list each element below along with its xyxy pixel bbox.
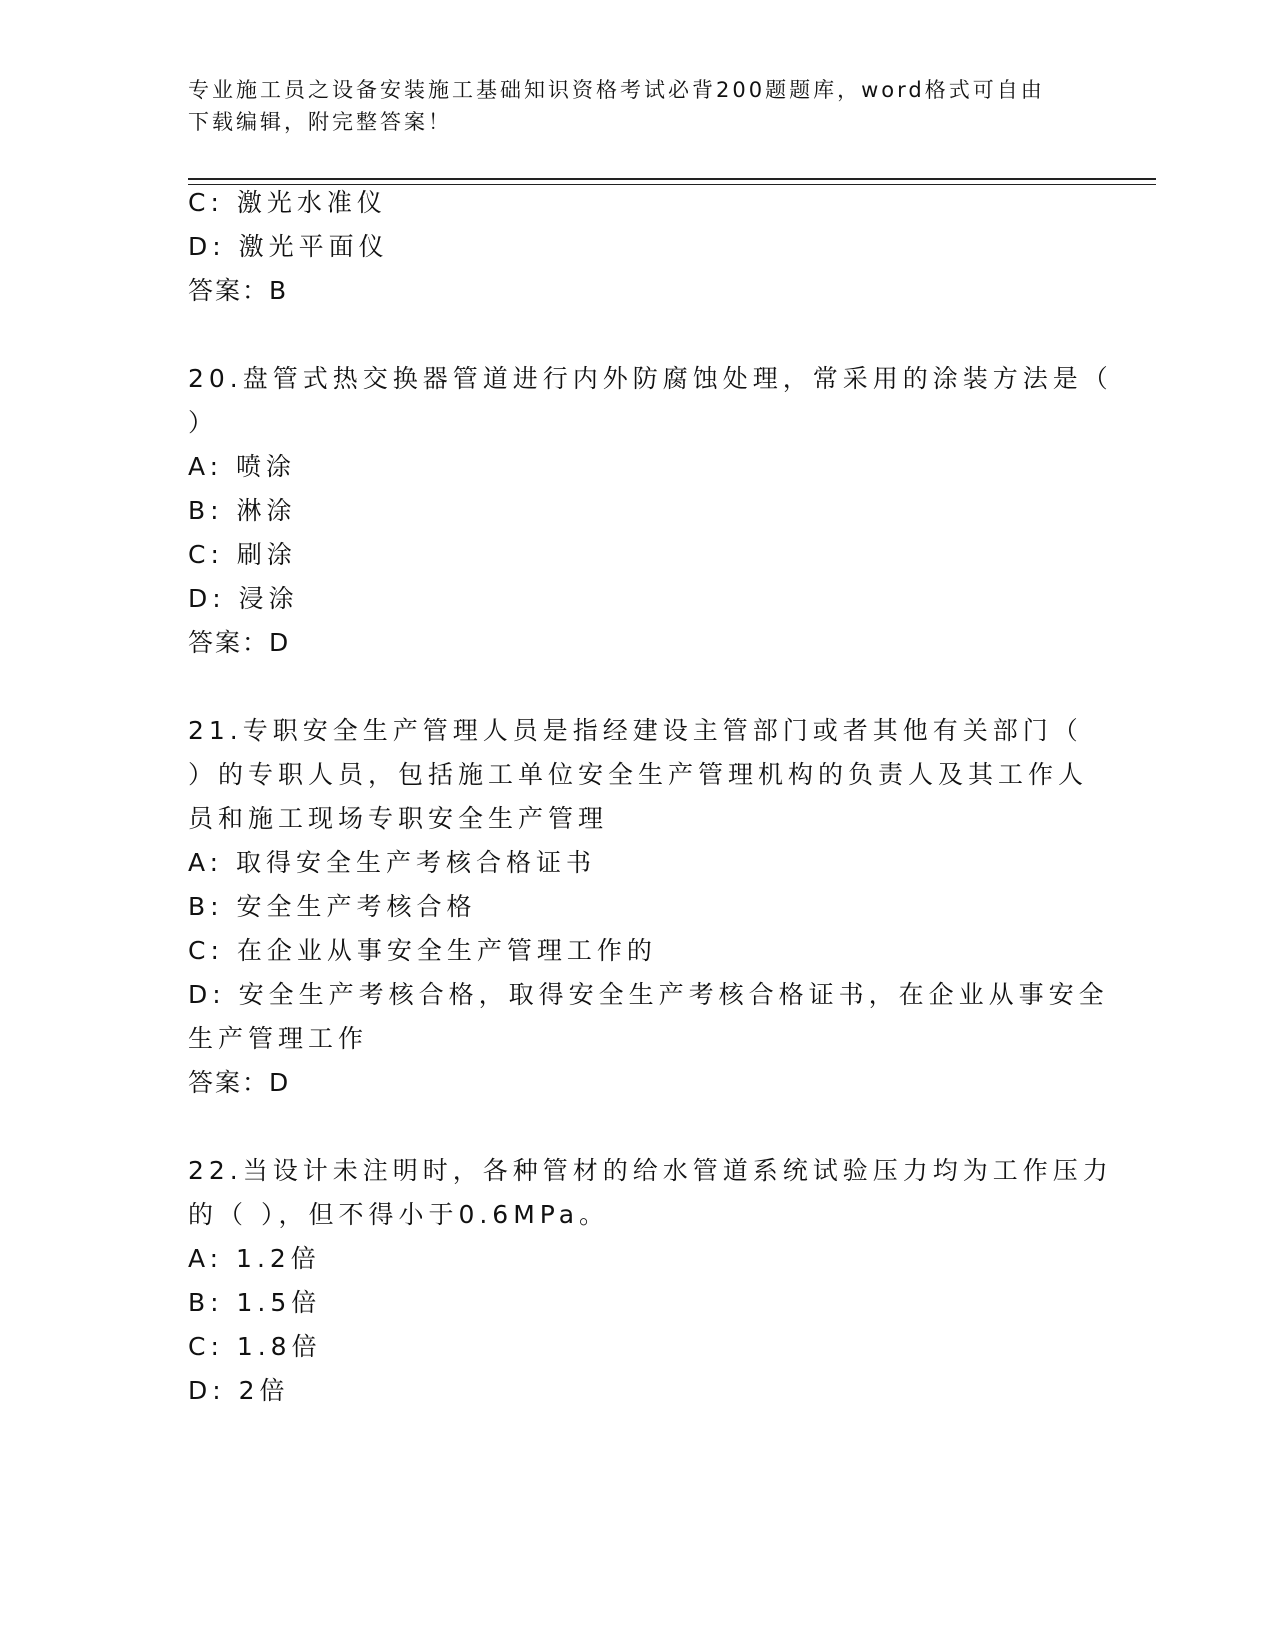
q22-option-b: B: 1.5倍 (188, 1288, 322, 1317)
header-line-1: 专业施工员之设备安装施工基础知识资格考试必背200题题库，word格式可自由 (188, 78, 1045, 102)
prev-answer: 答案：B (188, 276, 289, 305)
q22-stem-line-1: 22.当设计未注明时，各种管材的给水管道系统试验压力均为工作压力 (188, 1156, 1113, 1185)
q20-stem-line-2: ） (188, 408, 219, 437)
prev-option-d: D: 激光平面仪 (188, 232, 389, 261)
header-rule-thin (188, 184, 1156, 185)
q21-stem-line-3: 员和施工现场专职安全生产管理 (188, 804, 609, 833)
q20-answer: 答案：D (188, 628, 291, 657)
q22-stem-line-2: 的（ ），但不得小于0.6MPa。 (188, 1200, 610, 1229)
header-rule-thick (188, 178, 1156, 180)
q21-answer: 答案：D (188, 1068, 291, 1097)
q20-stem-line-1: 20.盘管式热交换器管道进行内外防腐蚀处理，常采用的涂装方法是（ (188, 364, 1113, 393)
q21-option-a: A: 取得安全生产考核合格证书 (188, 848, 597, 877)
q21-option-c: C: 在企业从事安全生产管理工作的 (188, 936, 657, 965)
document-header (188, 74, 1088, 138)
q20-option-b: B: 淋涂 (188, 496, 297, 525)
q20-option-d: D: 浸涂 (188, 584, 299, 613)
q21-stem-line-1: 21.专职安全生产管理人员是指经建设主管部门或者其他有关部门（ (188, 716, 1083, 745)
q21-option-d: D: 安全生产考核合格，取得安全生产考核合格证书，在企业从事安全 (188, 980, 1109, 1009)
q21-option-d-continued: 生产管理工作 (188, 1024, 369, 1053)
header-line-2: 下载编辑，附完整答案！ (188, 110, 452, 134)
q21-option-b: B: 安全生产考核合格 (188, 892, 477, 921)
q22-option-a: A: 1.2倍 (188, 1244, 321, 1273)
q21-stem-line-2: ）的专职人员，包括施工单位安全生产管理机构的负责人及其工作人 (188, 760, 1089, 789)
q20-option-a: A: 喷涂 (188, 452, 297, 481)
q22-option-d: D: 2倍 (188, 1376, 290, 1405)
q22-option-c: C: 1.8倍 (188, 1332, 322, 1361)
q20-option-c: C: 刷涂 (188, 540, 297, 569)
prev-option-c: C: 激光水准仪 (188, 188, 387, 217)
